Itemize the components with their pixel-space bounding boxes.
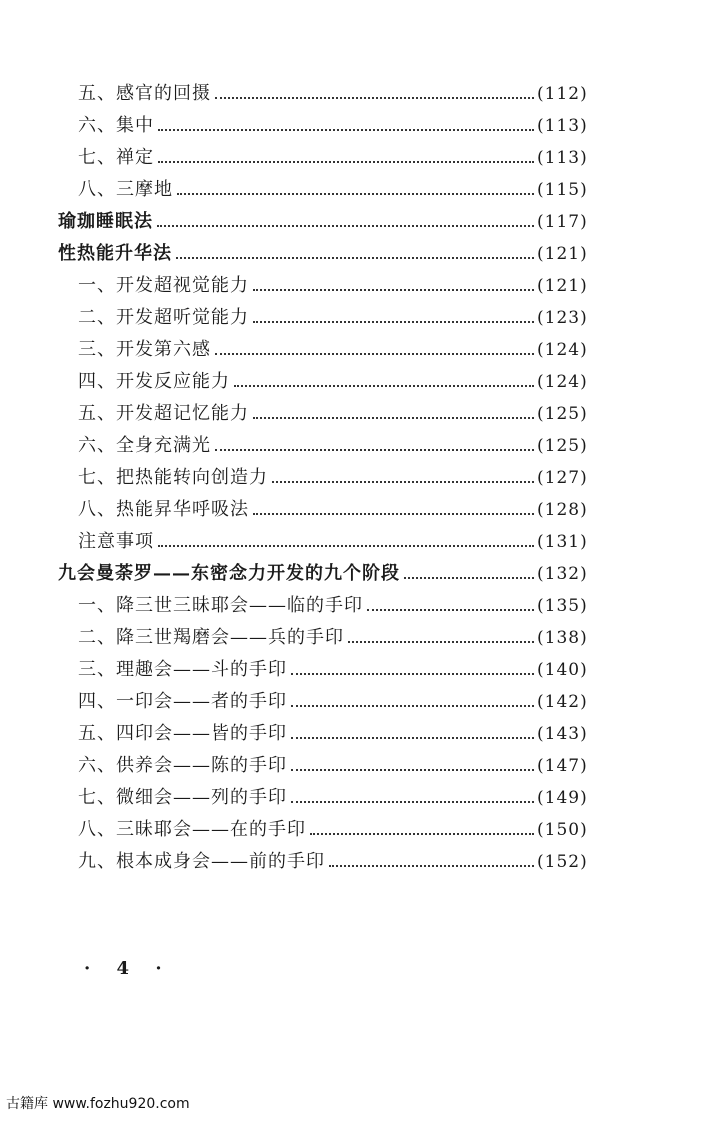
toc-entry-title: 六、全身充满光 xyxy=(78,435,211,456)
toc-entry-page: (152) xyxy=(537,852,588,872)
toc-entry-page: (150) xyxy=(537,820,588,840)
toc-entry xyxy=(0,78,711,110)
toc-entry-page: (149) xyxy=(537,788,588,808)
toc-entry-title: 一、降三世三昧耶会——临的手印 xyxy=(78,595,363,616)
dot-leader xyxy=(272,481,534,483)
site-watermark: 古籍库 www.fozhu920.com xyxy=(6,1096,190,1112)
toc-entry xyxy=(0,366,711,398)
dot-leader xyxy=(291,673,534,675)
toc-entry xyxy=(0,590,711,622)
toc-entry-page: (132) xyxy=(537,564,588,584)
toc-entry xyxy=(0,398,711,430)
toc-entry xyxy=(0,302,711,334)
toc-entry xyxy=(0,654,711,686)
toc-entry xyxy=(0,270,711,302)
dot-leader xyxy=(404,577,534,579)
toc-entry-title: 九、根本成身会——前的手印 xyxy=(78,851,325,872)
toc-entry-page: (125) xyxy=(537,404,588,424)
toc-entry xyxy=(0,110,711,142)
toc-entry xyxy=(0,430,711,462)
toc-entry-page: (147) xyxy=(537,756,588,776)
toc-entry xyxy=(0,238,711,270)
toc-entry xyxy=(0,526,711,558)
toc-entry xyxy=(0,686,711,718)
dot-leader xyxy=(215,97,534,99)
toc-entry-page: (128) xyxy=(537,500,588,520)
toc-entry xyxy=(0,782,711,814)
dot-leader xyxy=(367,609,534,611)
toc-entry-title: 八、热能昇华呼吸法 xyxy=(78,499,249,520)
toc-entry xyxy=(0,814,711,846)
toc-entry-page: (117) xyxy=(537,212,588,232)
dot-leader xyxy=(291,769,534,771)
toc-entry-title: 八、三昧耶会——在的手印 xyxy=(78,819,306,840)
dot-leader xyxy=(158,129,534,131)
toc-entry xyxy=(0,494,711,526)
toc-entry-title: 三、理趣会——斗的手印 xyxy=(78,659,287,680)
dot-leader xyxy=(253,513,534,515)
toc-entry-title: 四、一印会——者的手印 xyxy=(78,691,287,712)
toc-entry-title: 八、三摩地 xyxy=(78,179,173,200)
toc-entry xyxy=(0,622,711,654)
dot-leader xyxy=(253,321,534,323)
toc-entry-title: 四、开发反应能力 xyxy=(78,371,230,392)
dot-leader xyxy=(215,449,534,451)
toc-entry-page: (113) xyxy=(537,116,588,136)
dot-leader xyxy=(177,193,534,195)
toc-entry-title: 九会曼荼罗——东密念力开发的九个阶段 xyxy=(58,563,400,584)
dot-leader xyxy=(176,257,534,259)
toc-entry-page: (127) xyxy=(537,468,588,488)
toc-entry-title: 二、降三世羯磨会——兵的手印 xyxy=(78,627,344,648)
dot-leader xyxy=(158,161,534,163)
toc-entry-page: (121) xyxy=(537,244,588,264)
toc-entry xyxy=(0,334,711,366)
dot-leader xyxy=(234,385,534,387)
toc-entry-page: (124) xyxy=(537,340,588,360)
toc-entry-page: (138) xyxy=(537,628,588,648)
toc-entry-page: (142) xyxy=(537,692,588,712)
dot-leader xyxy=(253,417,534,419)
toc-entry-page: (113) xyxy=(537,148,588,168)
toc-entry-title: 七、微细会——列的手印 xyxy=(78,787,287,808)
toc-entry-title: 五、开发超记忆能力 xyxy=(78,403,249,424)
toc-entry-page: (125) xyxy=(537,436,588,456)
toc-entry-title: 注意事项 xyxy=(78,531,154,552)
dot-leader xyxy=(215,353,534,355)
toc-entry-title: 二、开发超听觉能力 xyxy=(78,307,249,328)
page-number: · 4 · xyxy=(84,958,172,979)
dot-leader xyxy=(291,705,534,707)
toc-entry-page: (124) xyxy=(537,372,588,392)
toc-entry xyxy=(0,174,711,206)
toc-entry-page: (121) xyxy=(537,276,588,296)
toc-entry xyxy=(0,718,711,750)
toc-entry-title: 六、供养会——陈的手印 xyxy=(78,755,287,776)
dot-leader xyxy=(291,737,534,739)
toc-entry-title: 五、四印会——皆的手印 xyxy=(78,723,287,744)
dot-leader xyxy=(310,833,534,835)
dot-leader xyxy=(329,865,534,867)
toc-entry-page: (123) xyxy=(537,308,588,328)
toc-entry-title: 六、集中 xyxy=(78,115,154,136)
toc-entry-title: 性热能升华法 xyxy=(58,243,172,264)
toc-entry-page: (112) xyxy=(537,84,588,104)
toc-entry-title: 一、开发超视觉能力 xyxy=(78,275,249,296)
toc-entry-title: 瑜珈睡眠法 xyxy=(58,211,153,232)
toc-entry-page: (135) xyxy=(537,596,588,616)
toc-entry xyxy=(0,142,711,174)
toc-entry-title: 三、开发第六感 xyxy=(78,339,211,360)
dot-leader xyxy=(291,801,534,803)
toc-entry-page: (140) xyxy=(537,660,588,680)
dot-leader xyxy=(157,225,534,227)
toc-entry-title: 七、禅定 xyxy=(78,147,154,168)
toc-entry xyxy=(0,846,711,878)
table-of-contents xyxy=(0,78,711,878)
toc-entry-page: (115) xyxy=(537,180,588,200)
toc-entry xyxy=(0,206,711,238)
toc-entry-title: 七、把热能转向创造力 xyxy=(78,467,268,488)
toc-entry xyxy=(0,750,711,782)
toc-entry-page: (131) xyxy=(537,532,588,552)
toc-entry xyxy=(0,558,711,590)
dot-leader xyxy=(348,641,534,643)
toc-entry xyxy=(0,462,711,494)
toc-entry-page: (143) xyxy=(537,724,588,744)
dot-leader xyxy=(158,545,534,547)
dot-leader xyxy=(253,289,534,291)
toc-entry-title: 五、感官的回摄 xyxy=(78,83,211,104)
